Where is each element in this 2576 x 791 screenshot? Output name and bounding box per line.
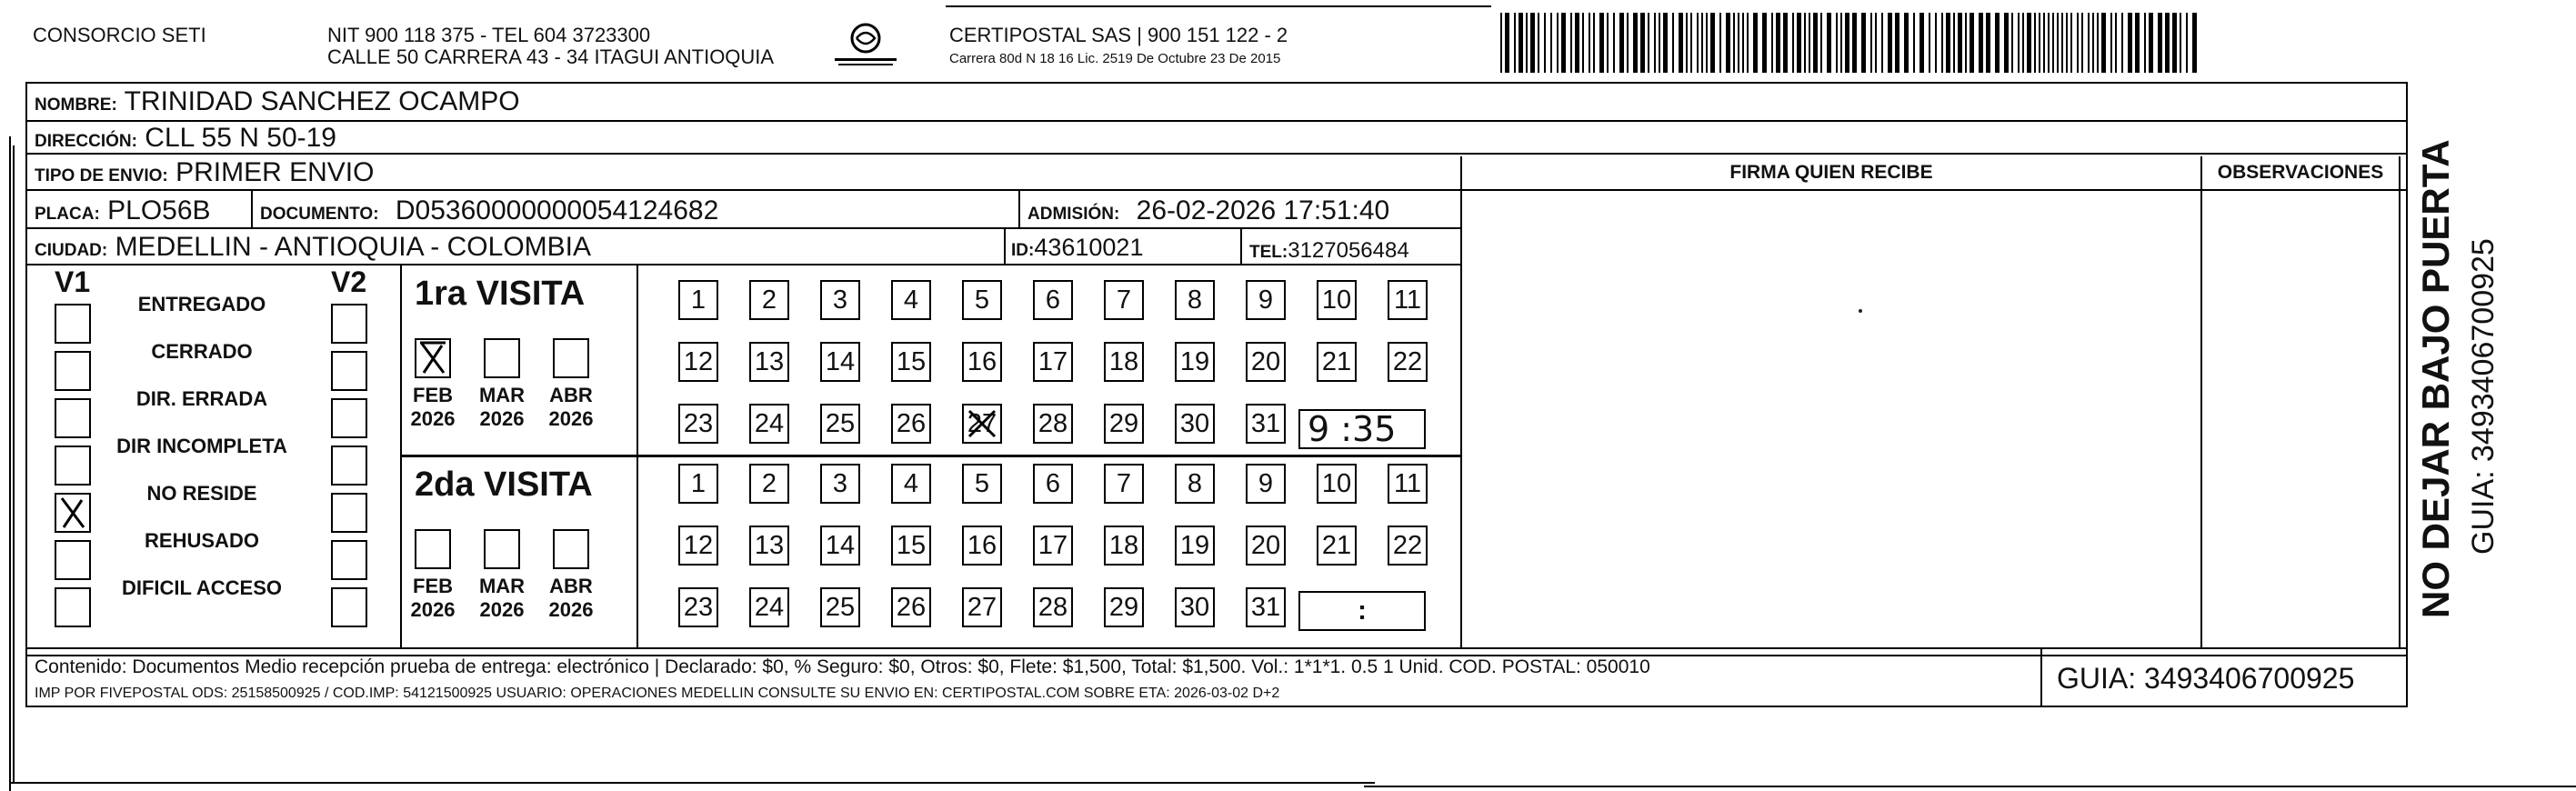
day-number: 30 <box>1179 409 1210 438</box>
day-box[interactable] <box>749 280 789 320</box>
month-label <box>401 384 465 431</box>
day-box[interactable] <box>1104 587 1144 627</box>
day-number: 27 <box>967 409 997 438</box>
day-number: 29 <box>1108 409 1139 438</box>
first-visit-time-box[interactable] <box>1298 409 1426 449</box>
day-box[interactable] <box>678 464 718 504</box>
day-number: 19 <box>1179 347 1210 376</box>
month-checkbox[interactable] <box>553 529 589 569</box>
status-label: CERRADO <box>151 340 253 363</box>
month-year: 2026 <box>479 407 525 430</box>
status-label: DIR INCOMPLETA <box>116 435 287 457</box>
day-number: 8 <box>1187 285 1203 315</box>
day-box[interactable] <box>678 342 718 382</box>
day-box[interactable] <box>1246 526 1286 566</box>
day-number: 9 <box>1258 285 1274 315</box>
day-number: 20 <box>1250 531 1281 560</box>
day-number: 30 <box>1179 593 1210 622</box>
first-visit-time: 9 :35 <box>1308 409 1397 449</box>
day-box[interactable] <box>1175 526 1215 566</box>
day-number: 5 <box>974 469 990 498</box>
month-name: FEB <box>413 384 453 406</box>
signature-dot <box>1859 309 1862 313</box>
day-number: 4 <box>903 285 919 315</box>
day-box[interactable] <box>1104 404 1144 444</box>
day-number: 5 <box>974 285 990 315</box>
day-box[interactable] <box>891 526 931 566</box>
day-number: 24 <box>754 409 785 438</box>
day-box[interactable] <box>1175 587 1215 627</box>
day-number: 11 <box>1393 469 1422 498</box>
day-box[interactable] <box>678 404 718 444</box>
day-box[interactable] <box>1317 464 1357 504</box>
day-number: 22 <box>1392 531 1423 560</box>
day-box[interactable] <box>1246 342 1286 382</box>
v2-checkbox[interactable] <box>331 493 367 533</box>
day-box[interactable] <box>962 342 1002 382</box>
month-checkbox[interactable] <box>415 338 451 378</box>
day-number: 10 <box>1321 469 1352 498</box>
day-box[interactable] <box>1246 587 1286 627</box>
month-checkbox[interactable] <box>484 338 520 378</box>
day-number: 4 <box>903 469 919 498</box>
day-box[interactable] <box>820 464 860 504</box>
second-visit-title: 2da VISITA <box>415 466 593 504</box>
status-label: DIFICIL ACCESO <box>121 576 282 599</box>
day-box[interactable] <box>820 342 860 382</box>
day-number: 2 <box>761 469 777 498</box>
day-number: 31 <box>1250 593 1281 622</box>
day-box[interactable] <box>891 404 931 444</box>
nit-line: NIT 900 118 375 - TEL 604 3723300 <box>327 24 651 46</box>
status-label: ENTREGADO <box>137 293 266 315</box>
day-number: 14 <box>825 531 856 560</box>
day-box[interactable] <box>1175 280 1215 320</box>
day-number: 26 <box>896 409 927 438</box>
day-number: 12 <box>683 531 714 560</box>
observaciones-header: OBSERVACIONES <box>2217 162 2384 183</box>
day-number: 3 <box>832 285 848 315</box>
month-label <box>470 384 534 431</box>
day-number: 7 <box>1116 285 1132 315</box>
day-number: 26 <box>896 593 927 622</box>
day-box[interactable] <box>1033 404 1073 444</box>
day-number: 20 <box>1250 347 1281 376</box>
day-box[interactable] <box>1246 280 1286 320</box>
day-number: 19 <box>1179 531 1210 560</box>
month-checkbox[interactable] <box>415 529 451 569</box>
month-name: FEB <box>413 575 453 597</box>
day-number: 25 <box>825 409 856 438</box>
day-number: 15 <box>896 347 927 376</box>
day-number: 3 <box>832 469 848 498</box>
month-year: 2026 <box>548 598 594 621</box>
side-guia: GUIA: 3493406700925 <box>2466 238 2501 555</box>
status-label: REHUSADO <box>145 529 259 552</box>
day-box[interactable] <box>1033 464 1073 504</box>
day-number: 6 <box>1045 285 1061 315</box>
day-box[interactable] <box>820 587 860 627</box>
day-number: 23 <box>683 593 714 622</box>
day-box[interactable] <box>1388 280 1428 320</box>
day-box[interactable] <box>1104 526 1144 566</box>
day-box[interactable] <box>891 280 931 320</box>
day-box[interactable] <box>1104 464 1144 504</box>
day-box[interactable] <box>1388 526 1428 566</box>
day-box[interactable] <box>678 587 718 627</box>
month-label <box>539 575 603 622</box>
day-number: 2 <box>761 285 777 315</box>
id-field: ID:43610021 <box>1011 234 1144 261</box>
day-number: 24 <box>754 593 785 622</box>
barcode-icon <box>1498 13 2200 73</box>
day-number: 13 <box>754 347 785 376</box>
recipient-name: TRINIDAD SANCHEZ OCAMPO <box>124 86 520 116</box>
day-box[interactable] <box>749 342 789 382</box>
v1-header: V1 <box>55 265 91 298</box>
day-number: 29 <box>1108 593 1139 622</box>
month-label <box>539 384 603 431</box>
day-number: 16 <box>967 531 997 560</box>
month-name: MAR <box>478 575 526 597</box>
admision-field: ADMISIÓN: 26-02-2026 17:51:40 <box>1027 195 1390 225</box>
month-year: 2026 <box>479 598 525 621</box>
month-name: ABR <box>549 384 593 406</box>
day-box[interactable] <box>749 587 789 627</box>
day-box[interactable] <box>891 342 931 382</box>
day-number: 18 <box>1108 531 1139 560</box>
recipient-address: CLL 55 N 50-19 <box>145 123 336 153</box>
first-visit-title: 1ra VISITA <box>415 275 586 313</box>
month-label <box>401 575 465 622</box>
day-box[interactable] <box>1246 464 1286 504</box>
day-number: 8 <box>1187 469 1203 498</box>
day-box[interactable] <box>891 464 931 504</box>
day-number: 18 <box>1108 347 1139 376</box>
month-name: ABR <box>549 575 593 597</box>
day-box[interactable] <box>1317 280 1357 320</box>
v2-checkbox[interactable] <box>331 304 367 344</box>
day-box[interactable] <box>749 464 789 504</box>
day-box[interactable] <box>1033 342 1073 382</box>
day-number: 25 <box>825 593 856 622</box>
day-number: 15 <box>896 531 927 560</box>
day-box[interactable] <box>678 280 718 320</box>
day-box[interactable] <box>962 526 1002 566</box>
month-name: MAR <box>478 384 526 406</box>
v2-checkbox[interactable] <box>331 351 367 391</box>
footer-imp: IMP POR FIVEPOSTAL ODS: 25158500925 / COD.IMP: 54121500925 USUARIO: OPERACIONES MEDELLIN CONSULTE SU ENVIO EN: CERTIPOSTAL.COM SOBRE ETA: 2026-03-02 D+2 <box>35 686 1280 701</box>
day-number: 17 <box>1037 347 1068 376</box>
day-number: 14 <box>825 347 856 376</box>
firma-header: FIRMA QUIEN RECIBE <box>1729 162 1933 183</box>
v2-checkbox[interactable] <box>331 446 367 486</box>
placa-field: PLACA: PLO56B <box>35 195 211 225</box>
day-box[interactable] <box>820 404 860 444</box>
day-number: 27 <box>967 593 997 622</box>
day-number: 17 <box>1037 531 1068 560</box>
day-box[interactable] <box>820 280 860 320</box>
nombre-row: NOMBRE: TRINIDAD SANCHEZ OCAMPO <box>35 86 520 116</box>
footer-guia: GUIA: 3493406700925 <box>2057 662 2355 695</box>
day-box[interactable] <box>1388 464 1428 504</box>
v2-checkbox[interactable] <box>331 540 367 580</box>
day-box[interactable] <box>1033 280 1073 320</box>
footer-frame <box>25 647 2408 707</box>
day-number: 28 <box>1037 593 1068 622</box>
day-box[interactable] <box>1388 342 1428 382</box>
day-box[interactable] <box>820 526 860 566</box>
certipostal-logo-icon <box>829 20 902 71</box>
company-name: CONSORCIO SETI <box>33 24 206 46</box>
documento-field: DOCUMENTO: D05360000000054124682 <box>260 195 719 225</box>
day-box[interactable] <box>1175 404 1215 444</box>
day-number: 21 <box>1321 347 1352 376</box>
day-number: 1 <box>690 469 707 498</box>
month-year: 2026 <box>410 598 456 621</box>
day-number: 21 <box>1321 531 1352 560</box>
day-number: 22 <box>1392 347 1423 376</box>
status-label: DIR. ERRADA <box>135 387 268 410</box>
courier-line: CERTIPOSTAL SAS | 900 151 122 - 2 <box>949 24 1288 46</box>
day-number: 1 <box>690 285 707 315</box>
day-number: 7 <box>1116 469 1132 498</box>
license-line: Carrera 80d N 18 16 Lic. 2519 De Octubre 23 De 2015 <box>949 51 1281 66</box>
day-box[interactable] <box>1104 342 1144 382</box>
v2-header: V2 <box>331 265 367 298</box>
status-label: NO RESIDE <box>146 482 257 505</box>
footer-contenido: Contenido: Documentos Medio recepción prueba de entrega: electrónico | Declarado: $0, % Seguro: $0, Otros: $0, Flete: $1,500, Total: $1,500. Vol.: 1*1*1. 0.5 1 Unid. COD. POSTAL: 050010 <box>35 656 1650 677</box>
day-box[interactable] <box>962 280 1002 320</box>
second-visit-time-box[interactable]: : <box>1298 591 1426 631</box>
day-box[interactable] <box>891 587 931 627</box>
day-box[interactable] <box>962 404 1002 444</box>
day-box[interactable] <box>1246 404 1286 444</box>
month-year: 2026 <box>548 407 594 430</box>
day-number: 28 <box>1037 409 1068 438</box>
v2-checkbox[interactable] <box>331 587 367 627</box>
day-number: 16 <box>967 347 997 376</box>
day-number: 9 <box>1258 469 1274 498</box>
day-box[interactable] <box>1033 587 1073 627</box>
day-box[interactable] <box>1033 526 1073 566</box>
ciudad-field: CIUDAD: MEDELLIN - ANTIOQUIA - COLOMBIA <box>35 232 591 262</box>
v2-checkbox[interactable] <box>331 398 367 438</box>
day-number: 12 <box>683 347 714 376</box>
direccion-row: DIRECCIÓN: CLL 55 N 50-19 <box>35 123 336 153</box>
tel-field: TEL:3127056484 <box>1249 238 1409 263</box>
month-checkbox[interactable] <box>553 338 589 378</box>
shipment-type: PRIMER ENVIO <box>175 157 375 187</box>
day-number: 31 <box>1250 409 1281 438</box>
day-number: 6 <box>1045 469 1061 498</box>
day-box[interactable] <box>1317 526 1357 566</box>
day-number: 10 <box>1321 285 1352 315</box>
day-box[interactable] <box>1104 280 1144 320</box>
day-box[interactable] <box>749 404 789 444</box>
no-dejar-warning: NO DEJAR BAJO PUERTA <box>2414 139 2457 618</box>
day-box[interactable] <box>678 526 718 566</box>
day-box[interactable] <box>1175 342 1215 382</box>
month-checkbox[interactable] <box>484 529 520 569</box>
day-number: 13 <box>754 531 785 560</box>
address-line: CALLE 50 CARRERA 43 - 34 ITAGUI ANTIOQUIA <box>327 45 775 68</box>
day-box[interactable] <box>962 587 1002 627</box>
day-number: 23 <box>683 409 714 438</box>
month-year: 2026 <box>410 407 456 430</box>
tipo-row: TIPO DE ENVIO: PRIMER ENVIO <box>35 157 375 187</box>
day-box[interactable] <box>1175 464 1215 504</box>
day-number: 11 <box>1393 285 1422 315</box>
day-box[interactable] <box>749 526 789 566</box>
day-box[interactable] <box>962 464 1002 504</box>
day-box[interactable] <box>1317 342 1357 382</box>
month-label <box>470 575 534 622</box>
